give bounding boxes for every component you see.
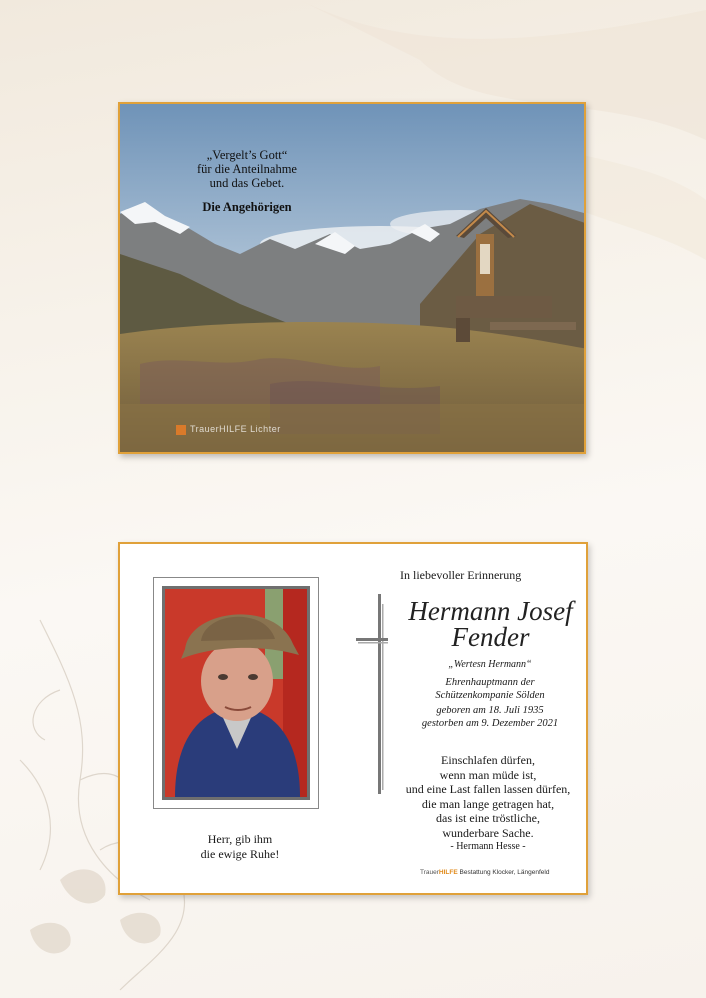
portrait-frame	[153, 577, 319, 809]
poem-line: die man lange getragen hat,	[421, 796, 555, 811]
prayer-line-1: Herr, gib ihm	[207, 832, 273, 846]
poem-line: Einschlafen dürfen,	[441, 753, 535, 767]
memorial-card	[118, 542, 588, 895]
poem	[378, 753, 598, 855]
thanks-signature: Die Angehörigen	[202, 200, 292, 214]
footer-brand-trauer: Trauer	[420, 869, 439, 876]
prayer-line-2: die ewige Ruhe!	[200, 847, 280, 861]
death-date: gestorben am 9. Dezember 2021	[421, 718, 559, 729]
poem-line: das ist eine tröstliche,	[436, 811, 540, 825]
poem-line: wunderbare Sache.	[442, 825, 534, 840]
portrait-photo	[162, 586, 310, 800]
nickname: „Wertesn Hermann“	[448, 659, 532, 670]
memorial-heading: In liebevoller Erinnerung	[400, 568, 522, 582]
birth-date: geboren am 18. Juli 1935	[436, 705, 544, 716]
deceased-name	[398, 598, 583, 650]
rank-line-1: Ehrenhauptmann der	[445, 677, 535, 688]
footer-text: Bestattung Klocker, Längenfeld	[459, 869, 550, 876]
thank-you-card	[118, 102, 586, 454]
rank-line-2: Schützenkompanie Sölden	[435, 690, 545, 701]
footer-imprint	[420, 869, 549, 876]
watermark-text: TrauerHILFE Lichter	[190, 424, 281, 434]
thanks-line-3: und das Gebet.	[209, 176, 285, 190]
watermark	[176, 424, 281, 435]
prayer-text	[170, 832, 310, 862]
poem-line: und eine Last fallen lassen dürfen,	[405, 782, 571, 796]
thank-you-text	[182, 148, 312, 214]
life-dates	[402, 704, 578, 730]
thanks-line-1: „Vergelt’s Gott“	[206, 148, 288, 162]
footer-brand-hilfe: HILFE	[438, 869, 458, 876]
trauerhilfe-logo-icon	[176, 425, 186, 435]
thanks-line-2: für die Anteilnahme	[197, 162, 297, 176]
poem-line: wenn man müde ist,	[439, 767, 537, 782]
name-line-1: Hermann Josef	[408, 596, 573, 626]
portrait-image	[165, 589, 307, 797]
poem-author: - Hermann Hesse -	[450, 841, 526, 852]
name-line-2: Fender	[451, 622, 530, 652]
rank	[402, 676, 578, 702]
